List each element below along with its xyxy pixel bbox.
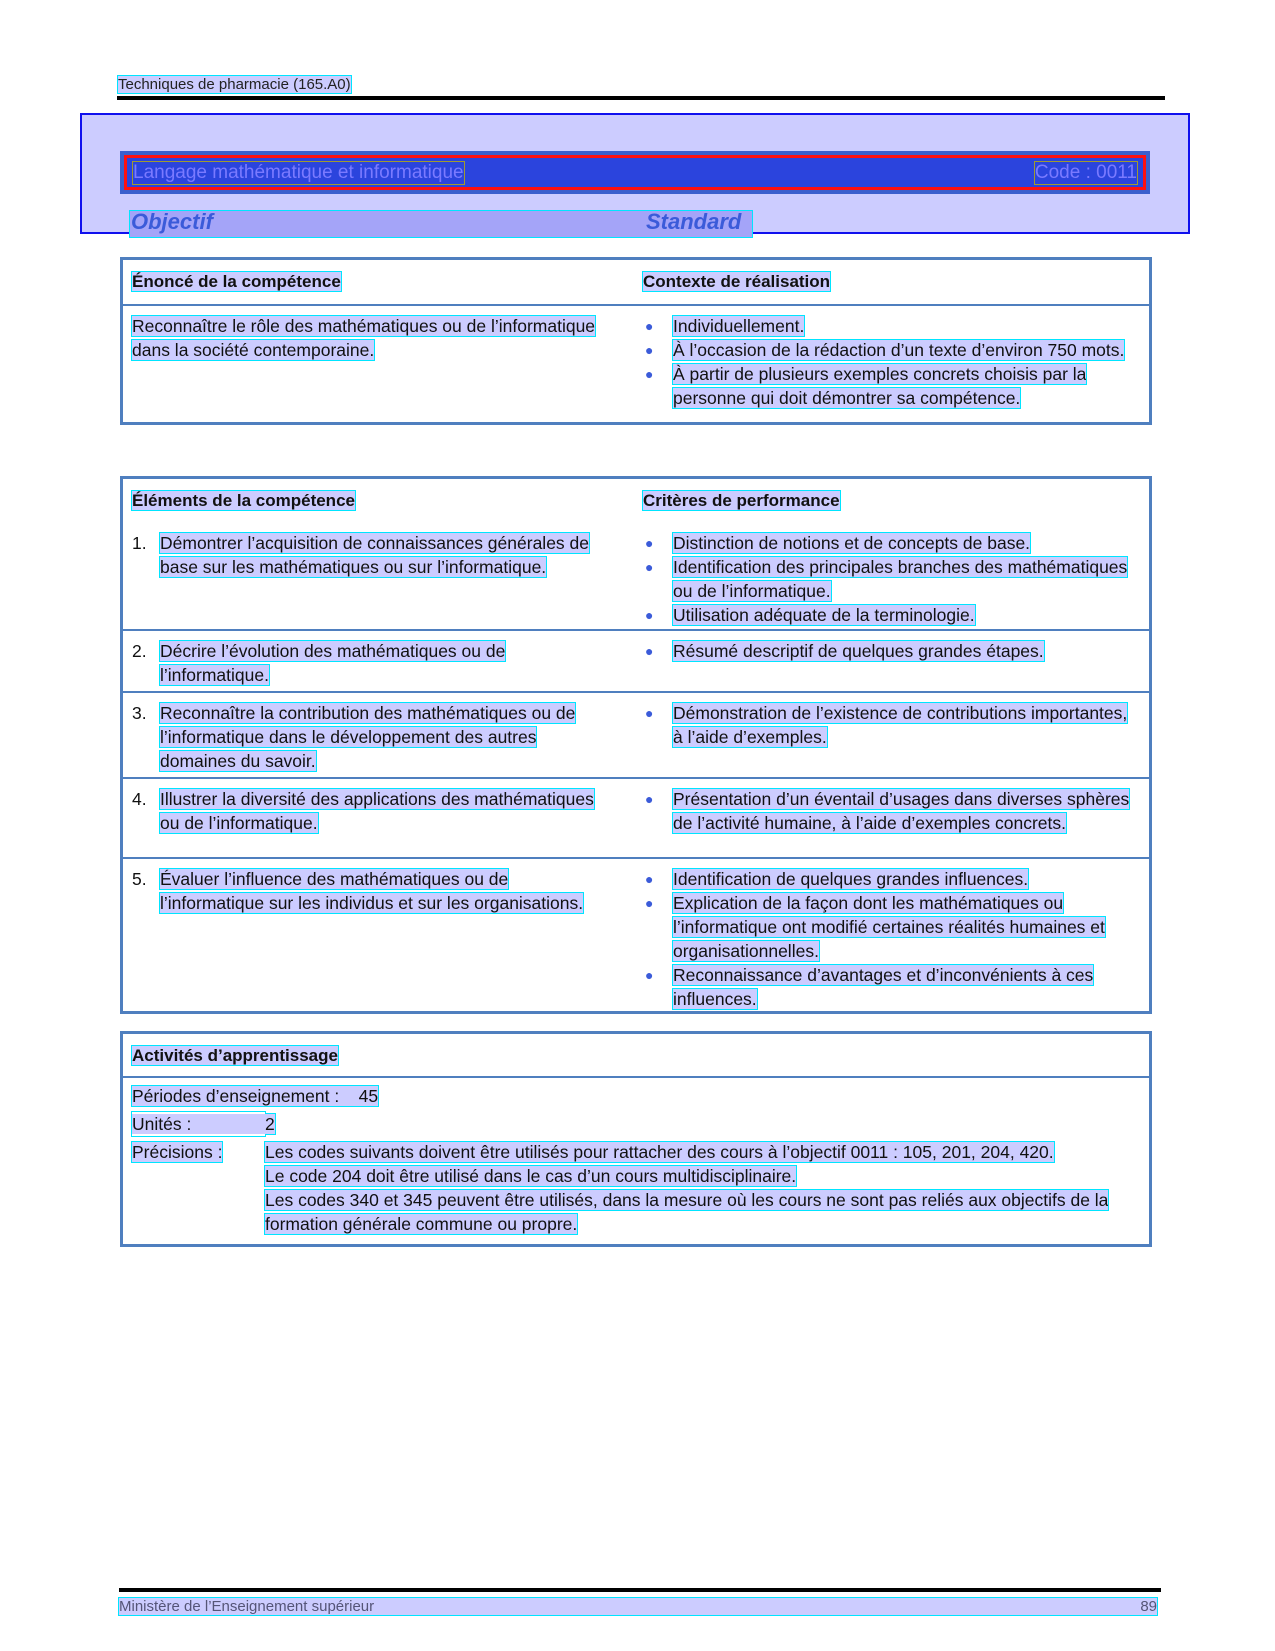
element-row: [123, 629, 1149, 691]
precision-text: Les codes suivants doivent être utilisés pour rattacher des cours à l’objectif 0011 : 105, 201, 204, 420.: [265, 1142, 1054, 1162]
criterion-text: Utilisation adéquate de la terminologie.: [673, 605, 975, 625]
element-number: 4.: [132, 789, 147, 809]
standard-label: Standard: [646, 209, 742, 234]
bullet-icon: ●: [645, 559, 654, 575]
precision-text: Les codes 340 et 345 peuvent être utilisés, dans la mesure où les cours ne sont pas reliés aux objectifs de la formation générale commune ou propre.: [265, 1190, 1109, 1234]
list-item: [643, 867, 1141, 891]
list-item: [643, 555, 1141, 603]
running-header: [118, 76, 351, 93]
criteria-list: [643, 701, 1141, 749]
context-text: Individuellement.: [673, 316, 805, 336]
bullet-icon: ●: [645, 791, 654, 807]
elements-heading: Éléments de la compétence: [132, 491, 355, 510]
element-number: 2.: [132, 641, 147, 661]
list-item: [643, 531, 1141, 555]
element-number: 5.: [132, 869, 147, 889]
footer-ministry: Ministère de l’Enseignement supérieur: [119, 1598, 375, 1615]
bullet-icon: ●: [645, 871, 654, 887]
element-text: Évaluer l’influence des mathématiques ou de l’informatique sur les individus et sur les organisations.: [160, 869, 584, 913]
page-number: 89: [1140, 1598, 1157, 1615]
context-text: À partir de plusieurs exemples concrets choisis par la personne qui doit démontrer sa compétence.: [673, 364, 1087, 408]
units-row: [132, 1114, 275, 1134]
criteria-list: [643, 639, 1141, 663]
element-number: 1.: [132, 533, 147, 553]
footer-rule: [119, 1588, 1161, 1592]
periods-value: 45: [358, 1086, 379, 1106]
element-row: [123, 777, 1149, 857]
header-title: Techniques de pharmacie (165.A0): [118, 76, 351, 93]
criterion-text: Identification des principales branches des mathématiques ou de l’informatique.: [673, 557, 1128, 601]
list-item: [643, 701, 1141, 749]
competence-table: [120, 257, 1152, 425]
list-item: [643, 963, 1141, 1011]
units-label: Unités :: [132, 1114, 192, 1134]
criteria-list: [643, 787, 1141, 835]
bullet-icon: ●: [645, 535, 654, 551]
list-item: [643, 639, 1141, 663]
subject-title: Langage mathématique et informatique: [133, 161, 464, 183]
title-bar: [120, 151, 1150, 194]
bullet-icon: ●: [645, 366, 654, 382]
criteria-heading: Critères de performance: [643, 491, 840, 510]
activities-table: [120, 1031, 1152, 1247]
element-row: [123, 691, 1149, 777]
objectif-label: Objectif: [131, 209, 213, 234]
precision-text: Le code 204 doit être utilisé dans le cas d’un cours multidisciplinaire.: [265, 1166, 797, 1186]
element-text: Reconnaître la contribution des mathématiques ou de l’informatique dans le développement des autres domaines du savoir.: [160, 703, 576, 771]
bullet-icon: ●: [645, 318, 654, 334]
periods-row: [132, 1086, 378, 1106]
activities-heading: Activités d’apprentissage: [132, 1046, 338, 1065]
units-value: 2: [265, 1114, 275, 1134]
criterion-text: Distinction de notions et de concepts de base.: [673, 533, 1031, 553]
criteria-list: [643, 867, 1141, 1011]
context-text: À l’occasion de la rédaction d’un texte d’environ 750 mots.: [673, 340, 1125, 360]
precisions-label: Précisions :: [132, 1142, 223, 1162]
bullet-icon: ●: [645, 607, 654, 623]
periods-label: Périodes d’enseignement :: [132, 1086, 340, 1106]
criteria-list: [643, 531, 1141, 627]
criterion-text: Démonstration de l’existence de contributions importantes, à l’aide d’exemples.: [673, 703, 1128, 747]
header-rule: [117, 96, 1165, 100]
bullet-icon: ●: [645, 895, 654, 911]
statement-heading: Énoncé de la compétence: [132, 272, 341, 291]
code-label: Code : 0011: [1034, 161, 1137, 183]
context-heading: Contexte de réalisation: [643, 272, 831, 291]
list-item: [643, 891, 1141, 963]
criterion-text: Explication de la façon dont les mathématiques ou l’informatique ont modifié certaines réalités humaines et organisationnelles.: [673, 893, 1105, 961]
element-text: Illustrer la diversité des applications des mathématiques ou de l’informatique.: [160, 789, 594, 833]
bullet-icon: ●: [645, 967, 654, 983]
elements-table: [120, 476, 1152, 1014]
element-row: [123, 523, 1149, 629]
element-text: Démontrer l’acquisition de connaissances générales de base sur les mathématiques ou sur l’informatique.: [160, 533, 589, 577]
list-item: [643, 603, 1141, 627]
list-item: [643, 787, 1141, 835]
bullet-icon: ●: [645, 705, 654, 721]
list-item: [643, 338, 1141, 362]
list-item: [643, 314, 1141, 338]
bullet-icon: ●: [645, 342, 654, 358]
list-item: [643, 362, 1141, 410]
element-number: 3.: [132, 703, 147, 723]
footer: [119, 1598, 1157, 1615]
element-row: [123, 857, 1149, 1011]
criterion-text: Identification de quelques grandes influences.: [673, 869, 1029, 889]
criterion-text: Résumé descriptif de quelques grandes étapes.: [673, 641, 1044, 661]
criterion-text: Reconnaissance d’avantages et d’inconvénients à ces influences.: [673, 965, 1094, 1009]
competence-statement: Reconnaître le rôle des mathématiques ou de l’informatique dans la société contemporaine.: [132, 316, 596, 360]
element-text: Décrire l’évolution des mathématiques ou de l’informatique.: [160, 641, 506, 685]
bullet-icon: ●: [645, 643, 654, 659]
criterion-text: Présentation d’un éventail d’usages dans diverses sphères de l’activité humaine, à l’aide d’exemples concrets.: [673, 789, 1130, 833]
context-list: [643, 314, 1141, 410]
